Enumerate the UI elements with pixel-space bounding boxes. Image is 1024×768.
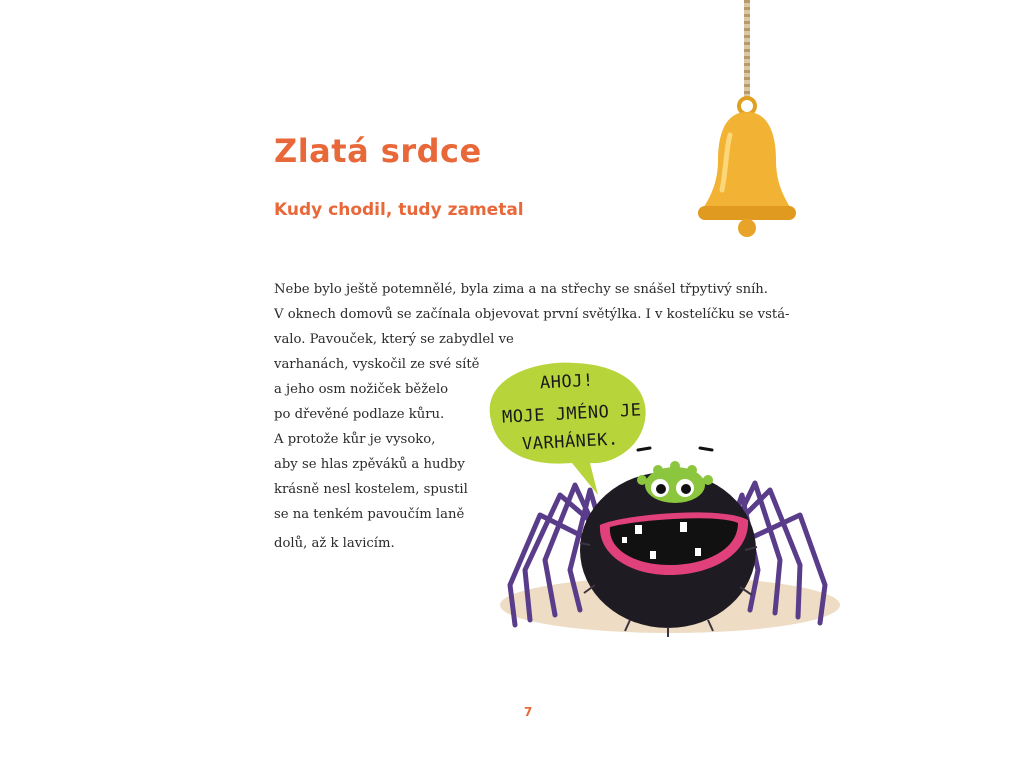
text-line: valo. Pavouček, který se zabydlel ve [274,332,514,347]
text-line: varhanách, vyskočil ze své sítě [274,357,480,372]
text-line: a jeho osm nožiček běželo [274,382,449,397]
bell-body [702,112,792,210]
spider-illustration [480,355,850,645]
bell-ring [739,98,755,114]
text-line: A protože kůr je vysoko, [274,432,436,447]
text-line: po dřevěné podlaze kůru. [274,407,445,422]
chapter-title: Zlatá srdce [274,132,482,170]
speech-line-2: MOJE JMÉNO JE [501,400,642,428]
text-line: dolů, až k lavicím. [274,536,395,551]
bell-rim [698,206,796,220]
chapter-subtitle: Kudy chodil, tudy zametal [274,200,524,220]
bell-illustration [690,0,820,250]
speech-line-1: AHOJ! [539,370,595,394]
text-line: aby se hlas zpěváků a hudby [274,457,465,472]
text-line: krásně nesl kostelem, spustil [274,482,468,497]
text-line: se na tenkém pavoučím laně [274,507,465,522]
spider-eyebrows [638,448,712,450]
page-number: 7 [524,705,533,719]
text-line: Nebe bylo ještě potemnělé, byla zima a na střechy se snášel třpytivý sníh. [274,282,768,297]
text-line: V oknech domovů se začínala objevovat první světýlka. I v kostelíčku se vstá- [274,307,790,322]
speech-line-3: VARHÁNEK. [521,429,620,455]
bell-clapper [738,219,756,237]
